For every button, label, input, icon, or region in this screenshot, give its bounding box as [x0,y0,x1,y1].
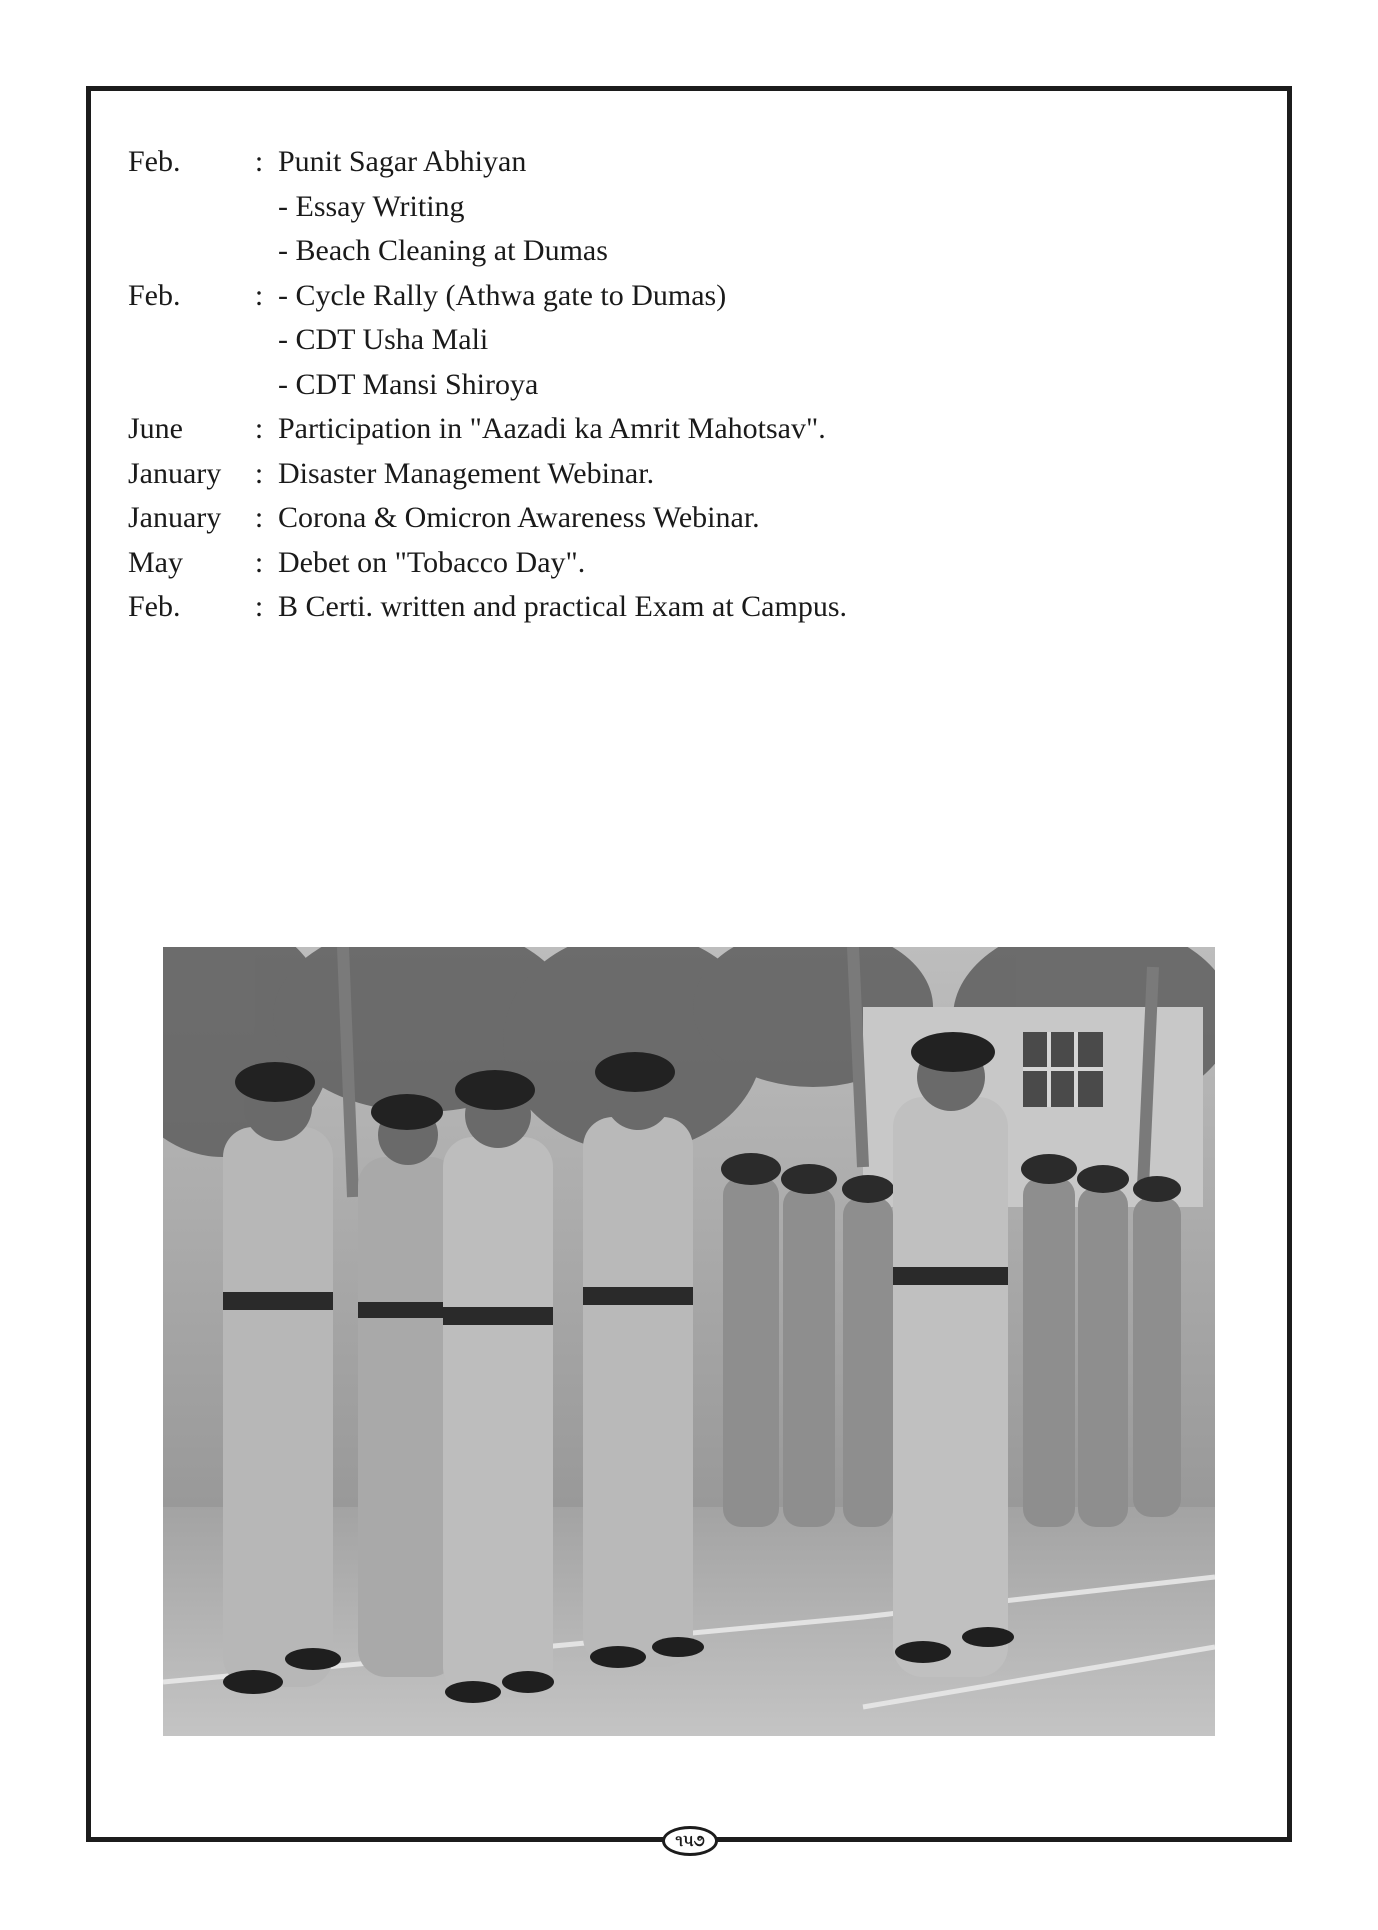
activity-row [128,140,1228,185]
activity-text: Participation in "Aazadi ka Amrit Mahotsav". [278,412,826,445]
activity-text: Corona & Omicron Awareness Webinar. [278,501,760,534]
activity-month: May [128,545,183,579]
activity-separator: : [254,278,264,312]
cadets-parade-photo [163,947,1215,1736]
activity-row [128,407,1228,452]
activity-separator: : [254,412,264,445]
activity-row [128,496,1228,541]
activity-text: Punit Sagar Abhiyan [278,145,527,178]
activity-text: B Certi. written and practical Exam at Campus. [278,590,848,623]
activity-row [128,541,1228,586]
activity-text: - CDT Mansi Shiroya [278,367,539,401]
activity-separator: : [254,456,264,490]
activity-text: - Cycle Rally (Athwa gate to Dumas) [278,278,727,312]
activity-row [128,452,1228,497]
activity-text: - Essay Writing [278,189,465,223]
activity-separator: : [254,145,264,178]
activity-month: January [128,456,222,490]
activity-row [128,229,1228,274]
activity-month: Feb. [128,278,181,312]
activity-month: June [128,412,183,445]
activity-list [128,140,1228,630]
activity-row [128,585,1228,630]
page-number: ૧૫૭ [662,1826,718,1856]
activity-text: Debet on "Tobacco Day". [278,545,586,579]
activity-month: Feb. [128,590,181,623]
activity-row [128,274,1228,319]
activity-text: - CDT Usha Mali [278,323,489,356]
activity-text: - Beach Cleaning at Dumas [278,234,608,267]
activity-row [128,363,1228,408]
activity-text: Disaster Management Webinar. [278,456,655,490]
activity-row [128,318,1228,363]
activity-separator: : [254,501,264,534]
activity-separator: : [254,590,264,623]
activity-month: January [128,501,222,534]
activity-row [128,185,1228,230]
activity-month: Feb. [128,145,181,178]
activity-separator: : [254,545,264,579]
